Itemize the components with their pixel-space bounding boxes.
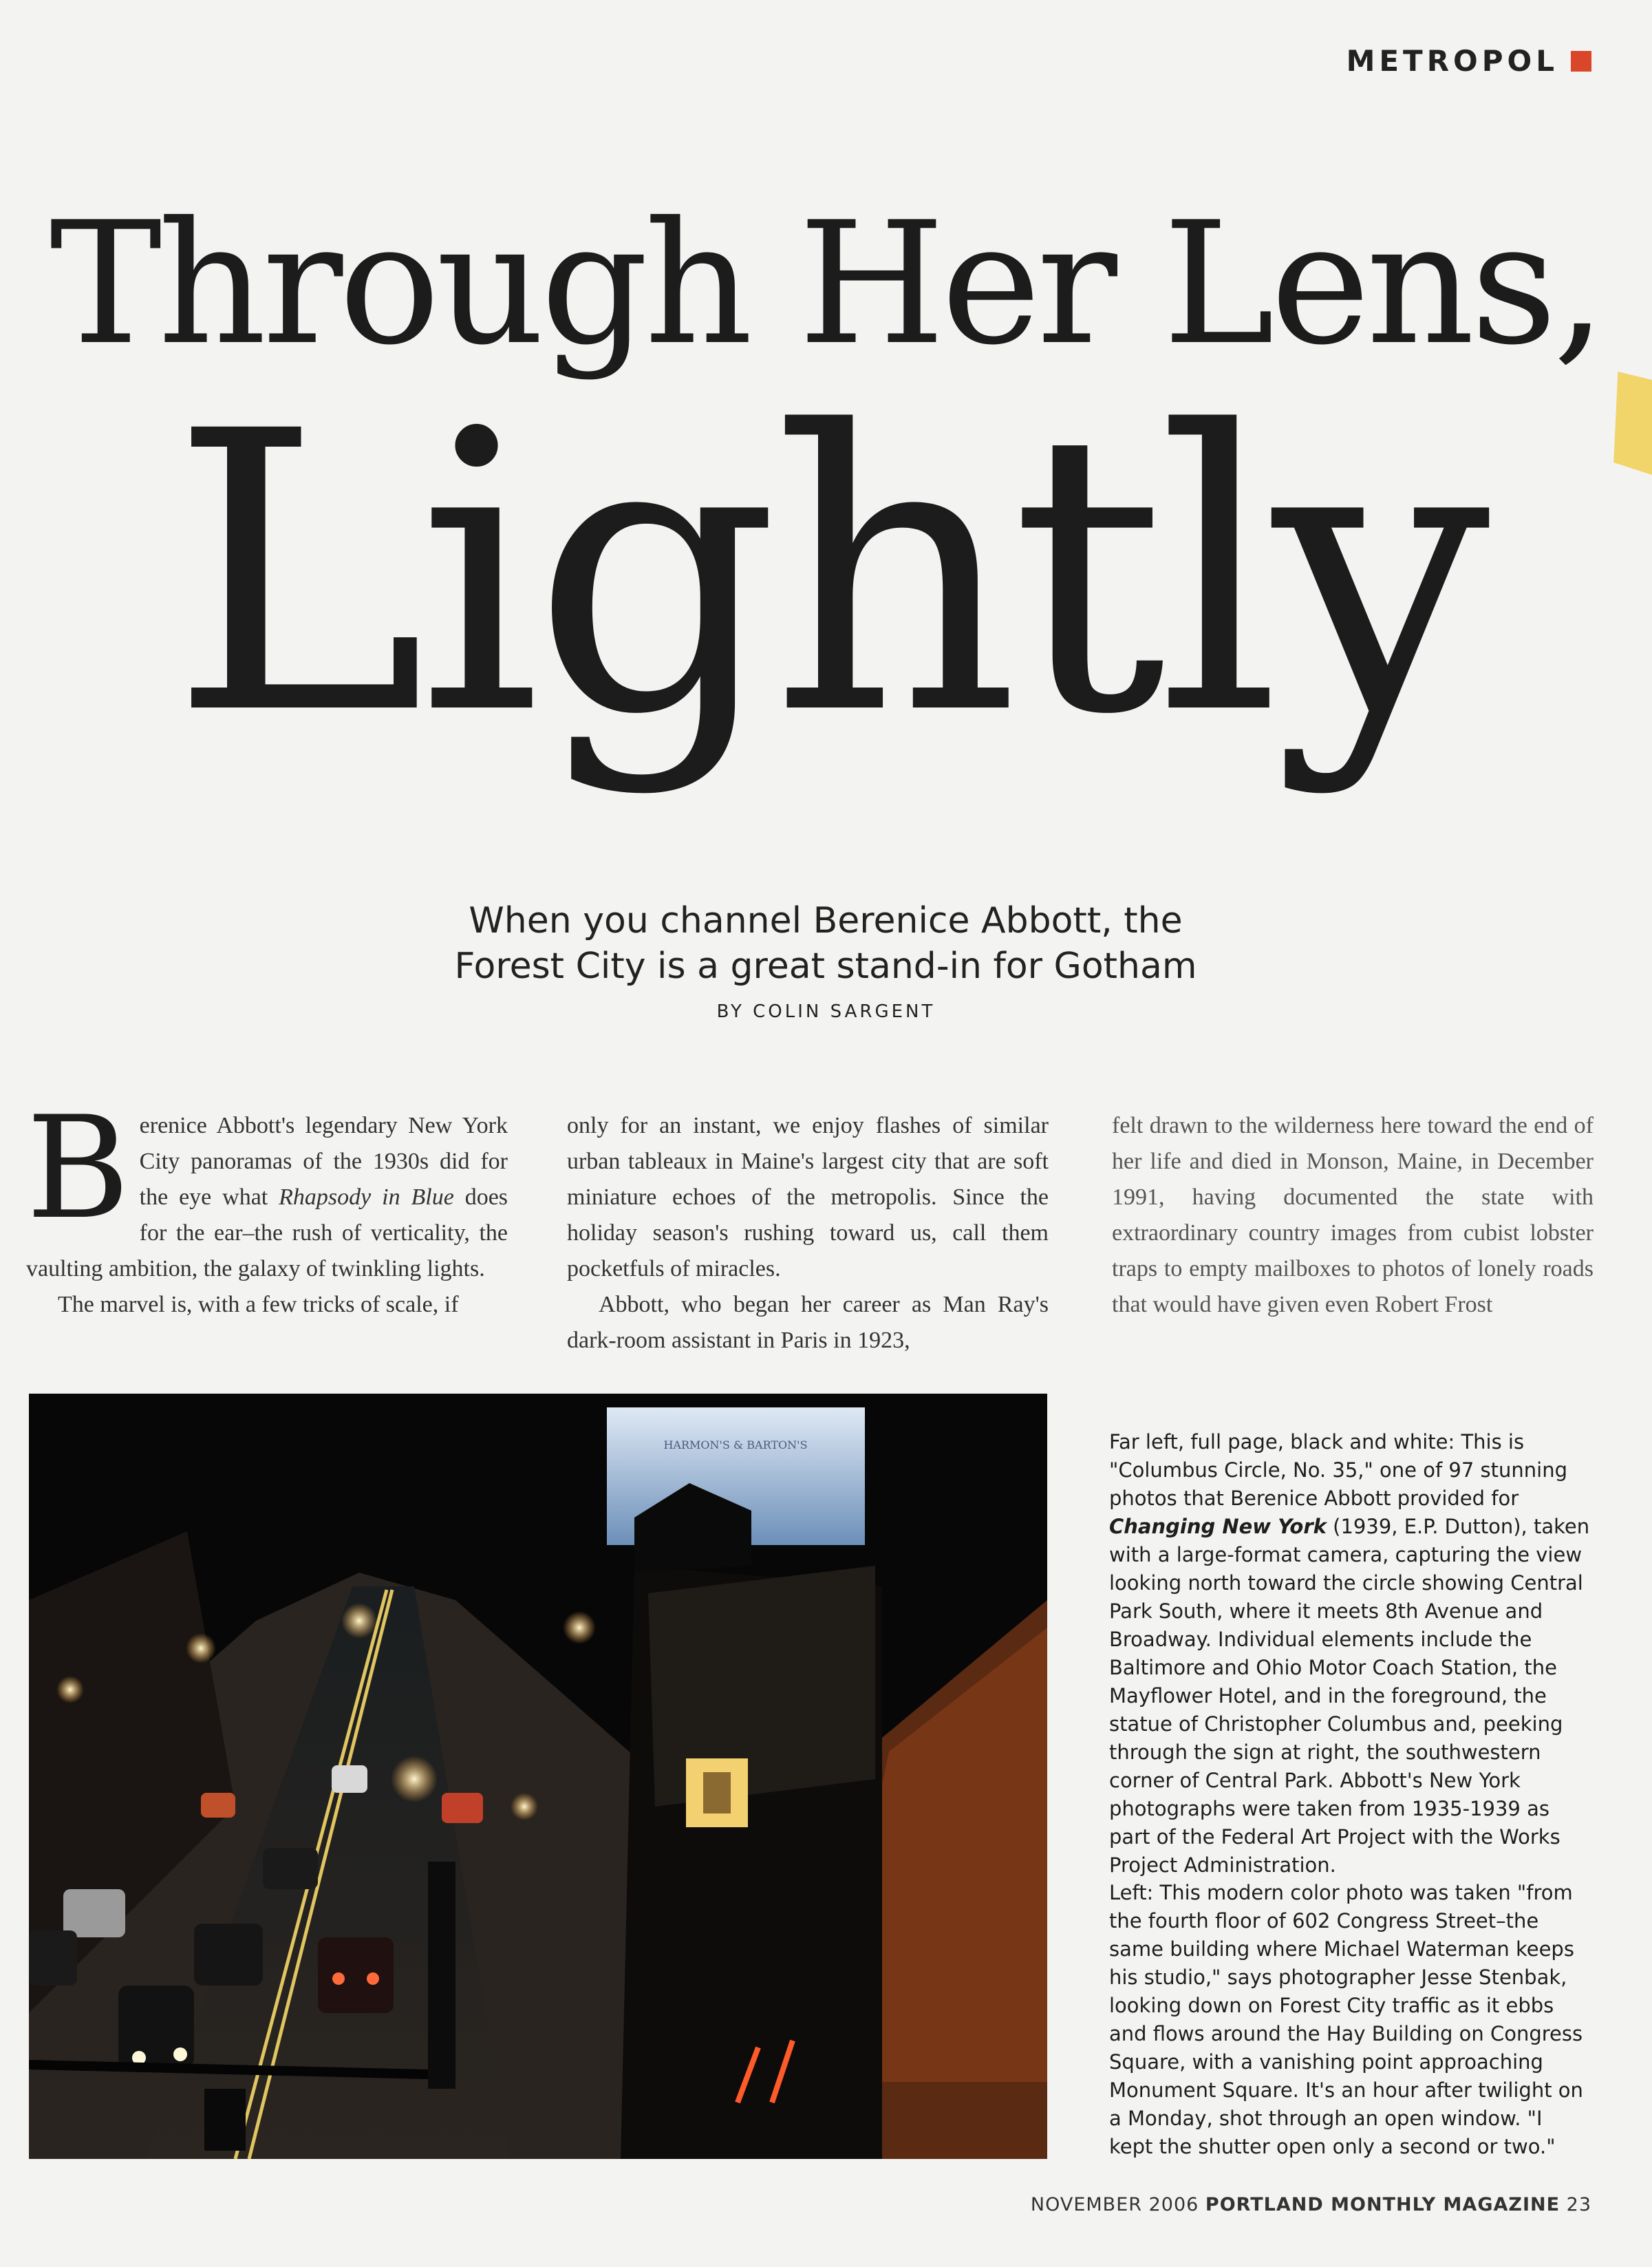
body-paragraph: Abbott, who began her career as Man Ray's dark-room assistant in Paris in 1923, <box>567 1292 1049 1353</box>
page-footer <box>1031 2194 1591 2215</box>
photo-caption-1: Far left, full page, black and white: This is "Columbus Circle, No. 35," one of 97 stunning photos that Berenice Abbott provided for Changing New York (1939, E.P. Dutton), taken with a large-format camera, capturing the view looking north toward the circle showing Central Park South, where it meets 8th Avenue and Broadway. Individual elements include the Baltimore and Ohio Motor Coach Station, the Mayflower Hotel, and in the foreground, the statue of Christopher Columbus and, peeking through the sign at right, the southwestern corner of Central Park. Abbott's New York photographs were taken from 1935-1939 as part of the Federal Art Project with the Works Project Administration. <box>1109 1430 1590 1877</box>
body-paragraph: felt drawn to the wilderness here toward the end of her life and died in Monson, Maine, in December 1991, having documented the state with extraordinary country images from cubist lobster traps to empty mailboxes to photos of lonely roads that would have given even Robert Frost <box>1112 1113 1594 1317</box>
headline-line-2: Lightly <box>170 350 1482 799</box>
body-paragraph: The marvel is, with a few tricks of scale, if <box>58 1292 459 1317</box>
byline: BY COLIN SARGENT <box>716 1001 936 1022</box>
section-tag <box>1347 44 1591 78</box>
book-title: Changing New York <box>1109 1515 1327 1538</box>
street-night-photo <box>29 1394 1047 2159</box>
section-label: METROPOL <box>1346 44 1558 78</box>
song-title: Rhapsody in Blue <box>279 1184 454 1210</box>
section-square-icon <box>1571 51 1591 72</box>
billboard-text: HARMON'S & BARTON'S <box>663 1438 808 1451</box>
body-column-2 <box>567 1108 1049 1359</box>
body-column-3 <box>1112 1108 1594 1323</box>
drop-cap: B <box>26 1087 130 1250</box>
issue-date: NOVEMBER 2006 <box>1030 2194 1199 2215</box>
magazine-name: PORTLAND MONTHLY MAGAZINE <box>1205 2194 1560 2215</box>
deck <box>275 898 1376 989</box>
photo-caption-2: Left: This modern color photo was taken "from the fourth floor of 602 Congress Street–the same building where Michael Waterman keeps his studio," says photographer Jesse Stenbak, looking down on Forest City traffic as it ebbs and flows around the Hay Building on Congress Square, with a vanishing point approaching Monument Square. It's an hour after twilight on a Monday, shot through an open window. "I kept the shutter open only a second or two." <box>1109 1881 1583 2158</box>
body-paragraph: only for an instant, we enjoy flashes of similar urban tableaux in Maine's largest city that are soft miniature echoes of the metropolis. Since the holiday season's rushing toward us, call them pocketfuls of miracles. <box>567 1113 1049 1281</box>
body-paragraph: Berenice Abbott's legendary New York City panoramas of the 1930s did for the eye what Rhapsody in Blue does for the ear–the rush of verticality, the vaulting ambition, the galaxy of twinkling lights. <box>26 1087 508 1281</box>
headline-line-1: Through Her Lens, <box>50 186 1602 382</box>
photo-illustration <box>29 1394 1047 2159</box>
deck-line-2: Forest City is a great stand-in for Gotham <box>454 946 1197 987</box>
deck-line-1: When you channel Berenice Abbott, the <box>469 900 1183 941</box>
page-number: 23 <box>1566 2194 1591 2215</box>
body-column-1 <box>26 1087 508 1323</box>
